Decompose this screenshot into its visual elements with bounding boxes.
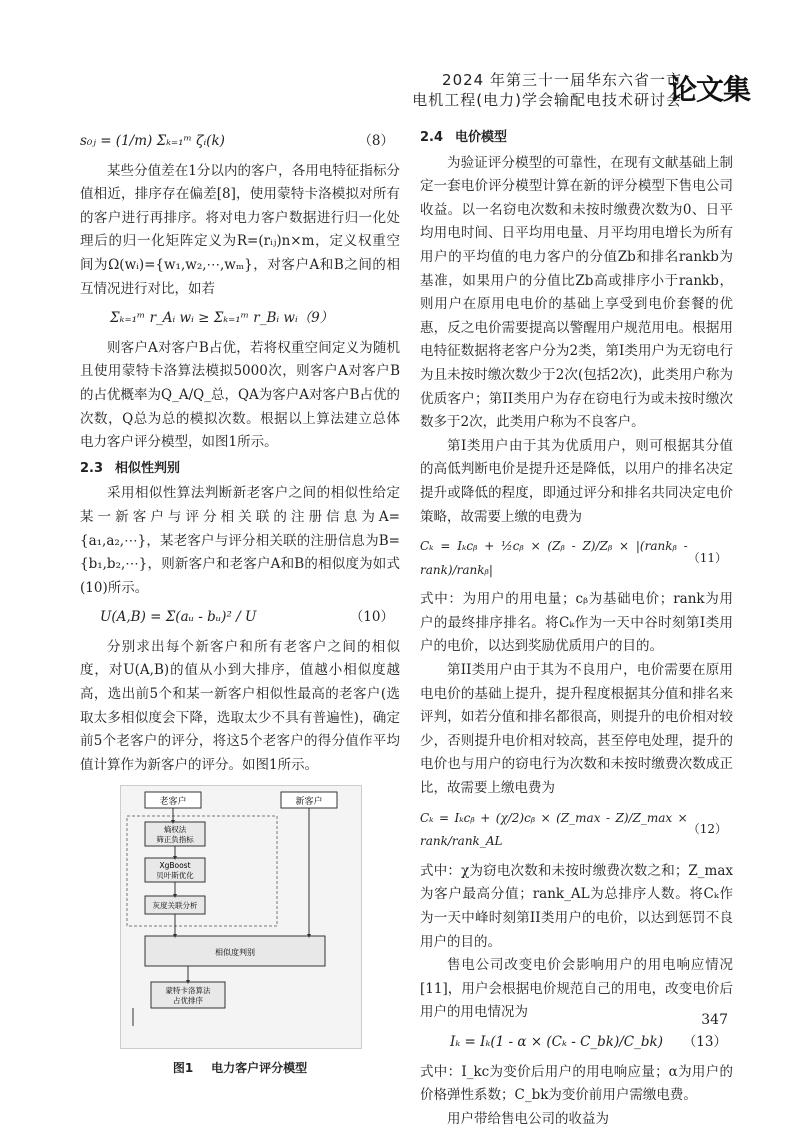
equation-8-body: s₀ⱼ = (1/m) Σₖ₌₁ᵐ ζᵢ(k) bbox=[80, 133, 225, 149]
svg-text:占优排序: 占优排序 bbox=[173, 996, 203, 1006]
equation-9-body: Σₖ₌₁ᵐ r_Aᵢ wᵢ ≥ Σₖ₌₁ᵐ r_Bᵢ wᵢ（9） bbox=[110, 310, 334, 327]
paragraph: 为验证评分模型的可靠性，在现有文献基础上制定一套电价评分模型计算在新的评分模型下售电公司收益。以一名窃电次数和未按时缴费次数为0、日平均用电时间、日平均用电量、月平均用电增长为所有用户的平均值的电力客户的分值Zb和排名rankb为基准，如果用户的分值比Zb高或排序小于rankb，则用户在原用电电价的基础上享受到电价套餐的优惠，反之电价需要提高以警醒用户规范用电。根据用电特征数据将老客户分为2类，第I类用户为无窃电行为且未按时缴次数少于2次(包括2次)，此类用户称为优质客户；第II类用户为存在窃电行为或未按时缴次数多于2次，此类用户称为不良客户。 bbox=[420, 154, 733, 431]
figure-caption-text: 电力客户评分模型 bbox=[211, 1061, 308, 1076]
figure-number: 图1 bbox=[172, 1061, 194, 1076]
paragraph: 则客户A对客户B占优，若将权重空间定义为随机且使用蒙特卡洛算法模拟5000次，则客户A对客户B的占优概率为Q_A/Q_总，QA为客户A对客户B占优的次数，Q总为总的模拟次数。根据以上算法建立总体电力客户评分模型，如图1所示。 bbox=[80, 339, 400, 451]
svg-text:XgBoost: XgBoost bbox=[159, 861, 191, 871]
equation-10 bbox=[80, 606, 400, 630]
conference-title bbox=[412, 70, 682, 110]
equation-10-number: （10） bbox=[349, 609, 394, 626]
svg-text:蒙特卡洛算法: 蒙特卡洛算法 bbox=[165, 986, 211, 996]
proceedings-label: 论文集 bbox=[668, 73, 750, 106]
section-title: 电价模型 bbox=[455, 130, 508, 145]
equation-12 bbox=[420, 807, 733, 854]
equation-11-body: Cₖ = Iₖcᵦ + ½cᵦ × (Zᵦ - Z)/Zᵦ × |(rankᵦ - rank)/rankᵦ| bbox=[420, 539, 688, 577]
right-column bbox=[420, 124, 733, 1131]
section-number: 2.3 bbox=[80, 460, 104, 476]
header-line-2: 电机工程(电力)学会输配电技术研讨会 bbox=[412, 91, 682, 109]
paragraph: 采用相似性算法判断新老客户之间的相似性给定某一新客户与评分相关联的注册信息为A={a₁,a₂,⋯}，某老客户与评分相关联的注册信息为B={b₁,b₂,⋯}，则新客户和老客户A和B的相似度为如式(10)所示。 bbox=[80, 485, 400, 596]
flowchart-svg bbox=[121, 786, 361, 1048]
equation-12-body: Cₖ = Iₖcᵦ + (χ/2)cᵦ × (Z_max - Z)/Z_max × rank/rank_AL bbox=[420, 810, 688, 849]
paragraph: 第I类用户由于其为优质用户，则可根据其分值的高低判断电价是提升还是降低，以用户的排名决定提升或降低的程度，即通过评分和排名共同决定电价策略，故需要上缴的电费为 bbox=[420, 437, 733, 525]
header-line-1: 2024 年第三十一届华东六省一市 bbox=[442, 71, 682, 89]
paragraph: 售电公司改变电价会影响用户的用电响应情况[11]，用户会根据电价规范自己的用电，改变电价后用户的用电情况为 bbox=[420, 957, 733, 1021]
svg-text:熵权法: 熵权法 bbox=[163, 825, 187, 835]
old-customer-label: 老客户 bbox=[159, 797, 187, 808]
new-customer-label: 新客户 bbox=[295, 797, 323, 808]
section-heading-2-4 bbox=[420, 126, 733, 150]
equation-9 bbox=[80, 307, 400, 331]
svg-text:筛正负指标: 筛正负指标 bbox=[156, 835, 194, 845]
paragraph: 某些分值差在1分以内的客户，各用电特征指标分值相近，排序存在偏差[8]，使用蒙特卡洛模拟对所有的客户进行再排序。将对电力客户数据进行归一化处理后的归一化矩阵定义为R=(rᵢⱼ)n×m，定义权重空间为Ω(wᵢ)={w₁,w₂,⋯,wₘ}，对客户A和B之间的相互情况进行对比，如若 bbox=[80, 162, 400, 297]
figure-1-flowchart bbox=[120, 785, 362, 1049]
paragraph: 式中：为用户的用电量；cᵦ为基础电价；rank为用户的最终排序排名。将Cₖ作为一天中谷时刻第I类用户的电价，以达到奖励优质用户的目的。 bbox=[420, 591, 733, 655]
page-header bbox=[0, 58, 800, 108]
paragraph: 用户带给售电公司的收益为 bbox=[447, 1110, 609, 1127]
page-number: 347 bbox=[701, 1012, 728, 1028]
section-number: 2.4 bbox=[420, 130, 444, 145]
svg-text:相似度判别: 相似度判别 bbox=[215, 948, 255, 958]
paragraph: 第II类用户由于其为不良用户，电价需要在原用电电价的基础上提升，提升程度根据其分值和排名来评判，如若分值和排名都很高，则提升的电价相对较少，否则提升电价相对较高，甚至停电处理，提升的电价也与用户的窃电行为次数和未按时缴费次数成正比，故需要上缴电费为 bbox=[420, 662, 733, 797]
equation-12-number: （12） bbox=[687, 822, 727, 837]
svg-text:贝叶斯优化: 贝叶斯优化 bbox=[156, 871, 194, 881]
svg-text:灰度关联分析: 灰度关联分析 bbox=[152, 901, 198, 911]
equation-13-body: Iₖ = Iₖ(1 - α × (Cₖ - C_bk)/C_bk) bbox=[450, 1033, 663, 1050]
figure-1-caption bbox=[80, 1057, 400, 1081]
paragraph: 式中：χ为窃电次数和未按时缴费次数之和；Z_max为客户最高分值；rank_AL为总排序人数。将Cₖ作为一天中峰时刻第II类用户的电价，以达到惩罚不良用户的目的。 bbox=[420, 862, 733, 950]
paragraph: 分别求出每个新客户和所有老客户之间的相似度，对U(A,B)的值从小到大排序，值越小相似度越高，选出前5个和某一新客户相似性最高的老客户(选取太多相似度会下降，选取太少不具有普遍性)，确定前5个老客户的评分，将这5个老客户的得分值作平均值计算作为新客户的评分。如图1所示。 bbox=[80, 638, 400, 773]
paragraph: 式中：I_kc为变价后用户的用电响应量；α为用户的价格弹性系数；C_bk为变价前用户需缴电费。 bbox=[420, 1063, 733, 1104]
section-heading-2-3 bbox=[80, 457, 400, 481]
equation-13 bbox=[420, 1031, 733, 1055]
equation-10-body: U(A,B) = Σ(aᵤ - bᵤ)² / U bbox=[100, 609, 257, 626]
equation-11-number: （11） bbox=[687, 550, 727, 565]
equation-8-number: （8） bbox=[358, 133, 394, 149]
equation-8 bbox=[80, 130, 400, 154]
equation-13-number: （13） bbox=[682, 1033, 727, 1050]
equation-11 bbox=[420, 535, 733, 582]
left-column bbox=[80, 124, 400, 1081]
section-title: 相似性判别 bbox=[115, 460, 181, 476]
